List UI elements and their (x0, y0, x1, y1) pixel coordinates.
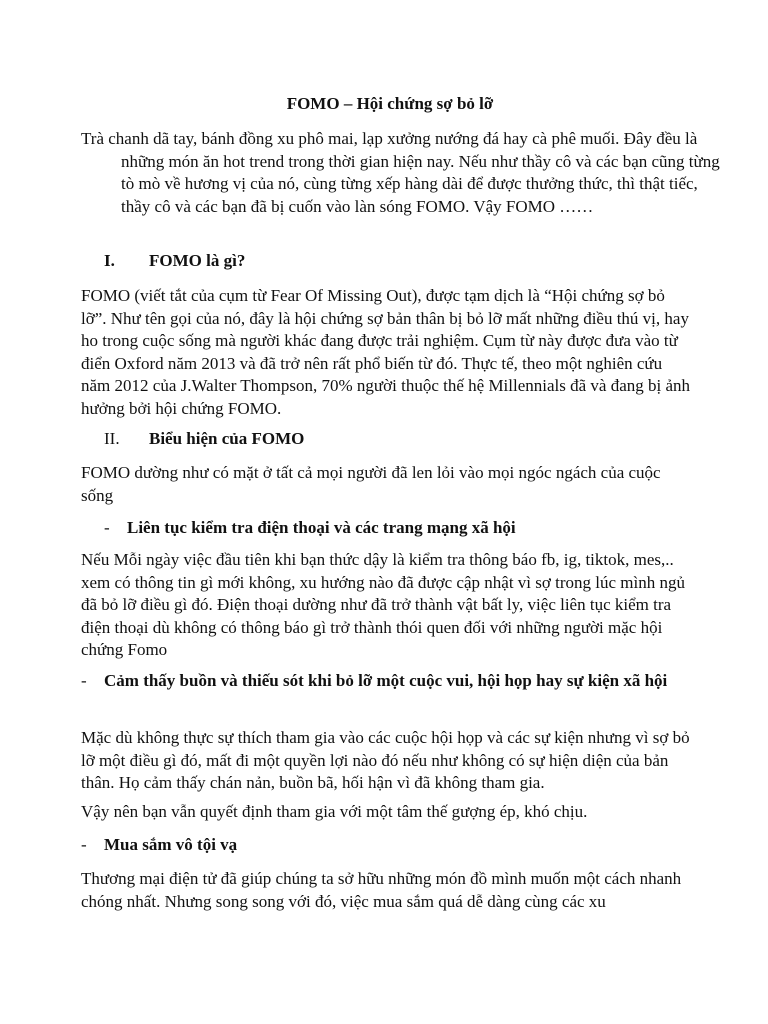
subsection-3-heading (81, 834, 691, 857)
subsection-3-body: Thương mại điện tử đã giúp chúng ta sở hữu những món đồ mình muốn một cách nhanh chóng nhất. Nhưng song song với đó, việc mua sắm quá dễ dàng cùng các xu (81, 869, 682, 911)
subsection-2-body: Mặc dù không thực sự thích tham gia vào các cuộc hội họp và các sự kiện nhưng vì sợ bỏ lỡ một điều gì đó, mất đi một quyền lợi nào đó nếu như không có sự hiện diện của bản thân. Họ cảm thấy chán nản, buồn bã, hối hận vì đã không tham gia. (81, 728, 690, 792)
subsection-2-heading (81, 670, 691, 693)
section-2-number: II. (104, 429, 120, 448)
subsection-1-body: Nếu Mỗi ngày việc đầu tiên khi bạn thức dậy là kiểm tra thông báo fb, ig, tiktok, mes,.. xem có thông tin gì mới không, xu hướng nào đã được cập nhật vì sợ trong lúc mình ngủ đã bỏ lỡ điều gì đó. Điện thoại dường như đã trở thành vật bất ly, việc liên tục kiểm tra điện thoại dù không có thông báo gì trở thành thói quen đối với những người mặc hội chứng Fomo (81, 550, 685, 659)
document-title: FOMO – Hội chứng sợ bỏ lỡ (286, 94, 494, 113)
subsection-1-dash: - (104, 518, 110, 537)
section-1-body: FOMO (viết tắt của cụm từ Fear Of Missing Out), được tạm dịch là “Hội chứng sợ bỏ lỡ”. Như tên gọi của nó, đây là hội chứng sợ bản thân bị bỏ lỡ mất những điều thú vị, hay ho trong cuộc sống mà người khác đang được trải nghiệm. Cụm từ này được đưa vào từ điển Oxford năm 2013 và đã trở nên rất phổ biến từ đó. Thực tế, theo một nghiên cứu năm 2012 của J.Walter Thompson, 70% người thuộc thế hệ Millennials đã và đang bị ảnh hưởng bởi hội chứng FOMO. (81, 286, 691, 418)
section-1-number: I. (104, 251, 115, 270)
section-2-title: Biểu hiện của FOMO (149, 429, 305, 448)
subsection-2-body-2: Vậy nên bạn vẫn quyết định tham gia với một tâm thế gượng ép, khó chịu. (81, 802, 588, 821)
subsection-1-title: Liên tục kiểm tra điện thoại và các trang mạng xã hội (127, 518, 516, 537)
subsection-3-dash: - (81, 835, 87, 854)
subsection-2-dash: - (81, 671, 87, 690)
subsection-3-title: Mua sắm vô tội vạ (104, 835, 238, 854)
section-1-heading (104, 250, 245, 272)
subsection-2-title: Cảm thấy buồn và thiếu sót khi bỏ lỡ một cuộc vui, hội họp hay sự kiện xã hội (104, 671, 668, 690)
subsection-1-heading (104, 517, 664, 540)
section-1-title: FOMO là gì? (149, 251, 246, 270)
intro-paragraph: Trà chanh dã tay, bánh đồng xu phô mai, lạp xưởng nướng đá hay cà phê muối. Đây đều là những món ăn hot trend trong thời gian hiện nay. Nếu như thầy cô và các bạn cũng từng tò mò về hương vị của nó, cùng từng xếp hàng dài để được thưởng thức, thì thật tiếc, thầy cô và các bạn đã bị cuốn vào làn sóng FOMO. Vậy FOMO …… (81, 129, 720, 216)
section-2-body: FOMO dường như có mặt ở tất cả mọi người đã len lỏi vào mọi ngóc ngách của cuộc sống (81, 463, 661, 505)
section-2-heading (104, 428, 304, 450)
